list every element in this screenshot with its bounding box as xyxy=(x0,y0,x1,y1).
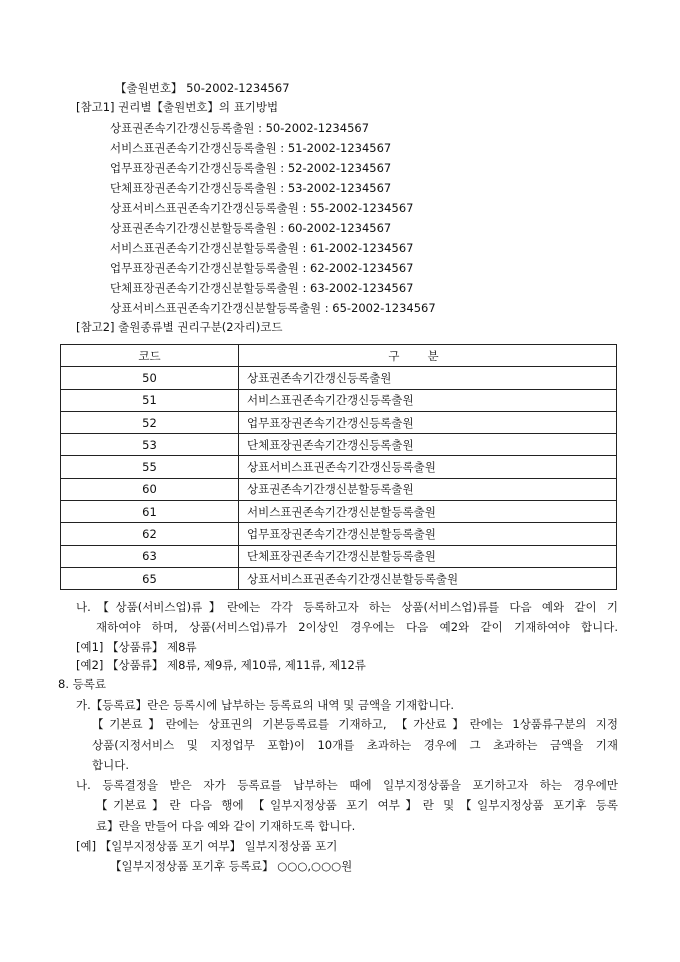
ga-line-3: 합니다. xyxy=(92,758,129,772)
example-1: [예1] 【상품류】 제8류 xyxy=(76,640,197,654)
header-category: 구분 xyxy=(239,345,617,367)
category-cell: 단체표장권존속기간갱신등록출원 xyxy=(239,434,617,456)
application-number-line: 【출원번호】 50-2002-1234567 xyxy=(115,81,290,95)
example-line-1: [예] 【일부지정상품 포기 여부】 일부지정상품 포기 xyxy=(76,839,338,853)
ga-line-2: 상품(지정서비스 및 지정업무 포함)이 10개를 초과하는 경우에 그 초과하는 금액을 기재 xyxy=(92,738,618,752)
code-cell: 50 xyxy=(61,367,239,389)
table-row xyxy=(61,523,617,545)
code-cell: 62 xyxy=(61,523,239,545)
code-cell: 63 xyxy=(61,545,239,567)
ref1-item: 단체표장권존속기간갱신등록출원 : 53-2002-1234567 xyxy=(110,181,392,195)
ref1-title: [참고1] 권리별【출원번호】의 표기방법 xyxy=(76,100,279,114)
na2-line-1: 나. 등록결정을 받은 자가 등록료를 납부하는 때에 일부지정상품을 포기하고자 하는 경우에만 xyxy=(76,778,618,792)
code-cell: 53 xyxy=(61,434,239,456)
table-row xyxy=(61,456,617,478)
table-row xyxy=(61,411,617,433)
na2-line-3: 료】란을 만들어 다음 예와 같이 기재하도록 합니다. xyxy=(96,819,356,833)
ga-line-1: 【기본료】란에는 상표권의 기본등록료를 기재하고, 【가산료】란에는 1상품류구분의 지정 xyxy=(92,717,618,731)
section-8-title: 8. 등록료 xyxy=(58,677,106,691)
ga-line: 가.【등록료】란은 등록시에 납부하는 등록료의 내역 및 금액을 기재합니다. xyxy=(76,698,455,712)
table-row xyxy=(61,567,617,589)
table-row xyxy=(61,389,617,411)
table-row xyxy=(61,545,617,567)
ref1-item: 서비스표권존속기간갱신등록출원 : 51-2002-1234567 xyxy=(110,141,392,155)
category-cell: 서비스표권존속기간갱신분할등록출원 xyxy=(239,501,617,523)
na2-line-2: 【기본료】란 다음 행에 【일부지정상품 포기 여부】란 및【일부지정상품 포기후 등록 xyxy=(96,798,618,812)
code-cell: 51 xyxy=(61,389,239,411)
ref1-item: 서비스표권존속기간갱신분할등록출원 : 61-2002-1234567 xyxy=(110,241,414,255)
ref1-item: 상표서비스표권존속기간갱신분할등록출원 : 65-2002-1234567 xyxy=(110,301,436,315)
na-line-2: 재하여야 하며, 상품(서비스업)류가 2이상인 경우에는 다음 예2와 같이 기재하여야 합니다. xyxy=(96,620,618,634)
ref1-item: 상표서비스표권존속기간갱신등록출원 : 55-2002-1234567 xyxy=(110,201,414,215)
category-cell: 업무표장권존속기간갱신분할등록출원 xyxy=(239,523,617,545)
ref1-item: 업무표장권존속기간갱신등록출원 : 52-2002-1234567 xyxy=(110,161,392,175)
ref1-item: 단체표장권존속기간갱신분할등록출원 : 63-2002-1234567 xyxy=(110,281,414,295)
category-cell: 상표권존속기간갱신등록출원 xyxy=(239,367,617,389)
category-cell: 단체표장권존속기간갱신분할등록출원 xyxy=(239,545,617,567)
table-row xyxy=(61,478,617,500)
code-cell: 60 xyxy=(61,478,239,500)
table-row xyxy=(61,434,617,456)
category-cell: 상표서비스표권존속기간갱신분할등록출원 xyxy=(239,567,617,589)
category-cell: 상표권존속기간갱신분할등록출원 xyxy=(239,478,617,500)
code-cell: 65 xyxy=(61,567,239,589)
code-cell: 55 xyxy=(61,456,239,478)
ref1-item: 상표권존속기간갱신분할등록출원 : 60-2002-1234567 xyxy=(110,221,392,235)
category-cell: 서비스표권존속기간갱신등록출원 xyxy=(239,389,617,411)
na-line-1: 나.【상품(서비스업)류】란에는 각각 등록하고자 하는 상품(서비스업)류를 다음 예와 같이 기 xyxy=(76,600,618,614)
category-cell: 업무표장권존속기간갱신등록출원 xyxy=(239,411,617,433)
table-row xyxy=(61,501,617,523)
category-cell: 상표서비스표권존속기간갱신등록출원 xyxy=(239,456,617,478)
example-2: [예2] 【상품류】 제8류, 제9류, 제10류, 제11류, 제12류 xyxy=(76,658,366,672)
ref1-item: 업무표장권존속기간갱신분할등록출원 : 62-2002-1234567 xyxy=(110,261,414,275)
table-header-row xyxy=(61,345,617,367)
code-cell: 52 xyxy=(61,411,239,433)
ref1-item: 상표권존속기간갱신등록출원 : 50-2002-1234567 xyxy=(110,121,370,135)
code-cell: 61 xyxy=(61,501,239,523)
ref2-title: [참고2] 출원종류별 권리구분(2자리)코드 xyxy=(76,320,283,334)
example-line-2: 【일부지정상품 포기후 등록료】 ○○○,○○○원 xyxy=(110,859,353,873)
code-table xyxy=(60,344,617,590)
table-row xyxy=(61,367,617,389)
header-code: 코드 xyxy=(61,345,239,367)
